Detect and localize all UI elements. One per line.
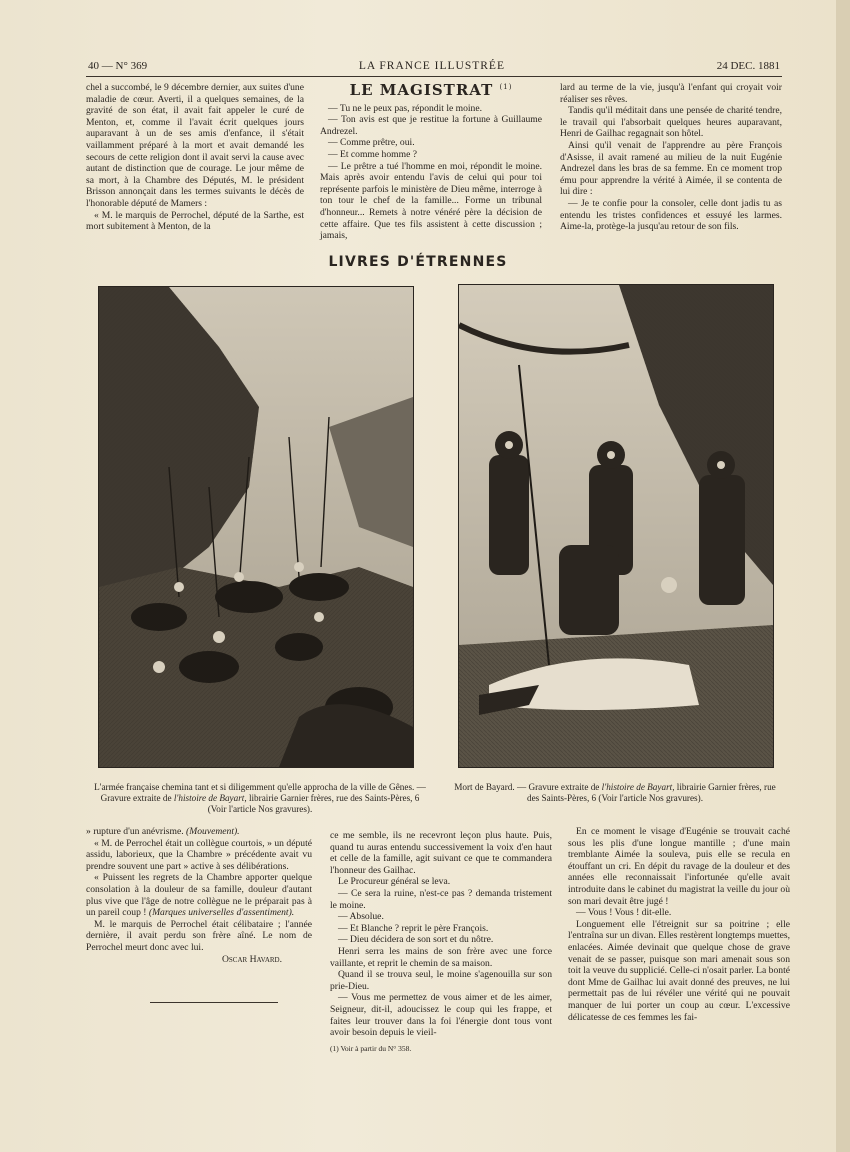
caption-right-text-1: Mort de Bayard. — Gravure extraite de bbox=[454, 782, 602, 792]
engraving-death-of-bayard bbox=[458, 284, 774, 768]
paragraph: — Dieu décidera de son sort et du nôtre. bbox=[338, 934, 494, 946]
article-title bbox=[320, 82, 542, 97]
article-end-rule bbox=[150, 1002, 278, 1003]
paragraph: Tandis qu'il méditait dans une pensée de charité tendre, le travail qui l'absorbait quelques heures auparavant, Henri de Gailhac regagnait son hôtel. bbox=[560, 105, 782, 140]
engraving-death-of-bayard-image bbox=[459, 285, 773, 767]
paragraph bbox=[86, 826, 312, 838]
paragraph: Henri serra les mains de son frère avec une force vaillante, et reprit le chemin de sa maison. bbox=[330, 945, 552, 969]
caption-right-book-title: l'histoire de Bayart bbox=[601, 782, 673, 792]
page-number: 40 — N° 369 bbox=[88, 60, 148, 72]
paragraph: — Tu ne le peux pas, répondit le moine. bbox=[328, 102, 483, 114]
paragraph: — Ton avis est que je restitue la fortune à Guillaume Andrezel. bbox=[320, 114, 542, 137]
bottom-column-1 bbox=[86, 826, 312, 965]
paragraph: Le Procureur général se leva. bbox=[338, 876, 451, 888]
paragraph: — Ce sera la ruine, n'est-ce pas ? demanda tristement le moine. bbox=[330, 887, 552, 911]
paragraph: — Vous me permettez de vous aimer et de les aimer, Seigneur, dit-il, adoucissez le coup qui les frappe, et faites leur trouver dans la foi l'énergie dont tous vont avoir besoin depuis le vieil- bbox=[330, 992, 552, 1039]
paragraph: lard au terme de la vie, jusqu'à l'enfant qui croyait voir réaliser ses rêves. bbox=[560, 82, 782, 105]
paragraph: « M. de Perrochel était un collègue courtois, » un député assidu, laborieux, que la Chambre » précédente avait vu prendre souvent une part » active à ses délibérations. bbox=[86, 837, 312, 872]
author-signature: Oscar Havard. bbox=[221, 953, 282, 965]
paragraph: — Comme prêtre, oui. bbox=[328, 137, 415, 149]
engraving-army-march bbox=[98, 286, 414, 768]
engraving-army-march-image bbox=[99, 287, 413, 767]
paragraph-text: » rupture d'un anévrisme. bbox=[86, 826, 187, 837]
top-column-2 bbox=[320, 82, 542, 242]
paragraph: En ce moment le visage d'Eugénie se trouvait caché sous les plis d'une longue mantille ; d'une main tremblante Aimée la souleva, puis elle se recula en étouffant un cri. En dépit du ravage de la douleur et des années elle reconnaissait l'infortunée qu'elle avait introduite dans le cabinet du magistrat la veille du jour où son mari devait être jugé ! bbox=[568, 826, 790, 907]
page-edge bbox=[836, 0, 850, 1152]
paragraph: « M. le marquis de Perrochel, député de la Sarthe, est mort subitement à Menton, de la bbox=[86, 209, 304, 233]
issue-date: 24 DEC. 1881 bbox=[716, 60, 780, 72]
paragraph: M. le marquis de Perrochel était célibataire ; l'année dernière, il avait perdu son frère aîné. Le nom de Perrochel meurt donc avec lui. bbox=[86, 918, 312, 953]
top-column-1 bbox=[86, 82, 304, 233]
caption-left bbox=[92, 782, 428, 815]
paragraph: chel a succombé, le 9 décembre dernier, aux suites d'une maladie de cœur. Averti, il a quelques semaines, de la gravité de son état, il avait fait appeler le curé de Menton, et, comme il l'avait écrit quelques jours auparavant à un de ses amis d'enfance, il s'était vaillamment préparé à la mort et avait demandé les secours de cette religion dont il avait servi la cause avec autant de distinction que de courage. Le jour même de sa mort, à la Chambre des Députés, M. le président Brisson annonçait dans les termes suivants le décès de l'honorable député de Mamers : bbox=[86, 82, 304, 209]
section-title: LIVRES D'ÉTRENNES bbox=[328, 254, 508, 270]
footnote: (1) Voir à partir du N° 358. bbox=[330, 1043, 412, 1053]
stage-direction: (Marques universelles d'assentiment). bbox=[148, 907, 295, 919]
paragraph: — Absolue. bbox=[338, 911, 384, 923]
paragraph: — Et comme homme ? bbox=[328, 148, 417, 160]
paragraph bbox=[86, 872, 312, 918]
paragraph: Ainsi qu'il venait de l'apprendre au père François d'Asisse, il avait ramené au milieu de la nuit Eugénie Andrezel dans les bras de sa femme. En ce moment trop ému pour apprendre la vérité à Aimée, il se contenta de lui dire : bbox=[560, 139, 782, 198]
top-column-3 bbox=[560, 82, 782, 233]
paragraph: — Vous ! Vous ! dit-elle. bbox=[576, 907, 672, 919]
header-rule bbox=[86, 76, 782, 77]
caption-right bbox=[452, 782, 778, 804]
caption-right-text-2: , librairie Garnier frères, rue des Saints-Pères, 6 (Voir l'article Nos gravures). bbox=[526, 782, 776, 803]
caption-left-text-1: L'armée française chemina tant et si diligemment qu'elle approcha de la ville de Gênes. — Gravure extraite de bbox=[94, 782, 426, 803]
article-title-note: (1) bbox=[499, 83, 513, 91]
paragraph: — Le prêtre a tué l'homme en moi, répondit le moine. Mais après avoir entendu l'avis de celui qui pour toi représente parfois le ministère de Dieu même, interroge à ton tour le chef de la famille... Forme un tribunal d'honneur... Remets à notre vénéré père la décision de cette affaire. Que tes fils assistent à cette discussion ; jamais, bbox=[320, 160, 542, 242]
paragraph: ce me semble, ils ne recevront leçon plus haute. Puis, quand tu auras entendu successivement la voix d'en haut et celle de la famille, agit suivant ce que te commandera l'honneur des Gailhac. bbox=[330, 830, 552, 876]
bottom-column-3 bbox=[568, 826, 790, 1023]
paragraph-text: « Puissent les regrets de la Chambre apporter quelque consolation à la douleur de sa famille, douleur d'autant plus vive que l'âge de notre collègue ne le préparait pas à un pareil coup ! bbox=[86, 872, 312, 919]
article-title-text: LE MAGISTRAT bbox=[349, 81, 494, 99]
bottom-column-2 bbox=[330, 830, 552, 1054]
caption-left-book-title: l'histoire de Bayart bbox=[173, 793, 245, 803]
paragraph: — Je te confie pour la consoler, celle dont jadis tu as entendu les tristes confidences et essuyé les larmes. Aime-la, protège-la jusqu'au retour de son fils. bbox=[560, 197, 782, 233]
stage-direction: (Mouvement). bbox=[186, 826, 240, 837]
caption-left-text-2: , librairie Garnier frères, rue des Saints-Pères, 6 (Voir l'article Nos gravures). bbox=[207, 793, 420, 814]
publication-title: LA FRANCE ILLUSTRÉE bbox=[358, 60, 505, 72]
paragraph: Longuement elle l'étreignit sur sa poitrine ; elle l'entraîna sur un divan. Elles restèrent longtemps muettes, enlacées. Aimée devinait que quelque chose de grave venait de se passer, puisque son mari amenait sous son toit la veuve du supplicié. Celle-ci n'osait parler. La bonté dont Mme de Gailhac lui avait donné des preuves, ne lui permettait pas de lui révéler une vérité qui ne pouvait manquer de lui porter un coup au cœur. L'excessive délicatesse de ces femmes les fai- bbox=[568, 918, 790, 1023]
paragraph: Quand il se trouva seul, le moine s'agenouilla sur son prie-Dieu. bbox=[330, 969, 552, 992]
paragraph: — Et Blanche ? reprit le père François. bbox=[338, 922, 489, 934]
page-header bbox=[88, 58, 780, 74]
